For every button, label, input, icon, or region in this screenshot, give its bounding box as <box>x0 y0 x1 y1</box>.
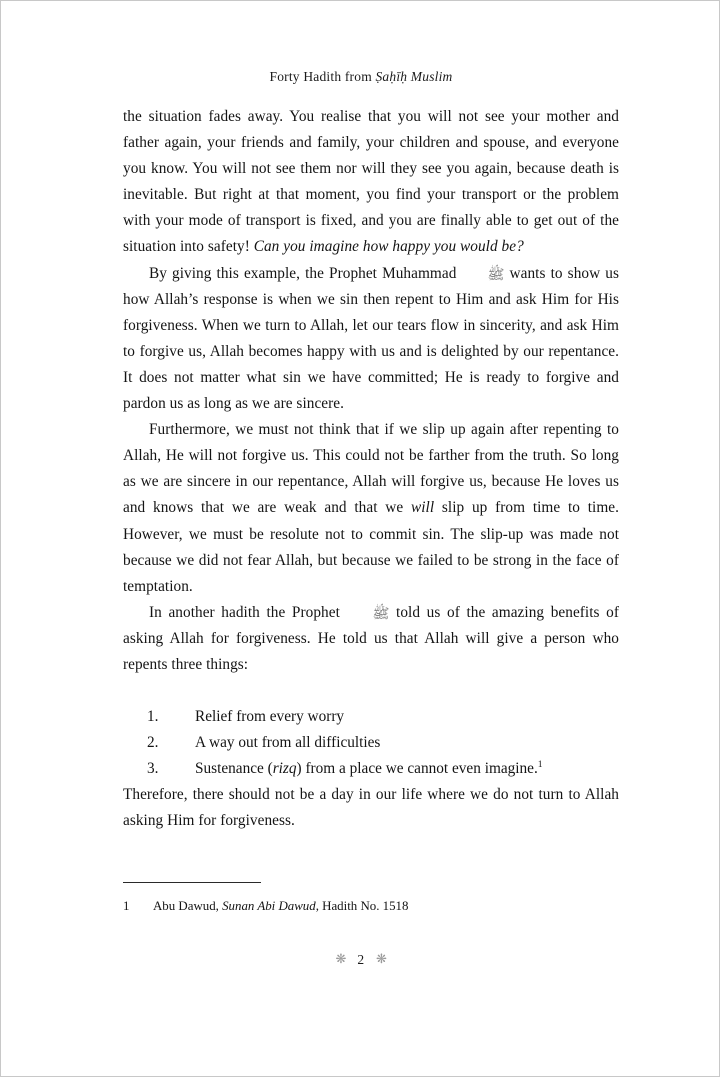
footnote-area <box>123 882 619 915</box>
list-item-number: 2. <box>147 734 159 752</box>
running-head <box>1 69 720 85</box>
text-run: In another hadith the Prophet <box>149 603 347 621</box>
text-run: A way out from all difficulties <box>195 734 381 752</box>
text-run: Abu Dawud, <box>153 899 223 913</box>
list-item-text <box>195 708 344 725</box>
footnote-1 <box>123 897 619 915</box>
list-item <box>123 704 619 730</box>
three-things-list <box>123 704 619 782</box>
text-run: Furthermore, we must not think that if we slip up again after repenting to Allah, He will not forgive us. This could not be farther from the truth. So long as we are sincere in our repentance, Allah will forgive us, because He loves us and knows that we are weak and that we <box>123 421 619 517</box>
italic-run: Sunan Abi Dawud <box>222 899 316 913</box>
paragraph-another-hadith <box>123 600 619 678</box>
list-item-text <box>195 734 380 751</box>
running-head-book-title: Ṣaḥīḥ Muslim <box>375 69 453 84</box>
footnote-number: 1 <box>123 899 130 913</box>
list-item-text <box>195 760 543 777</box>
text-run: By giving this example, the Prophet Muhammad <box>149 264 462 282</box>
text-run: wants to show us how Allah’s response is when we sin then repent to Him and ask Him for His forgiveness. When we turn to Allah, let our tears flow in sincerity, and ask Him to forgive us, Allah becomes happy with us and is delighted by our repentance. It does not matter what sin we have committed; He is ready to forgive and pardon us as long as we are sincere. <box>123 264 619 413</box>
text-run: , Hadith No. 1518 <box>315 899 409 913</box>
paragraph-by-giving-example <box>123 261 619 418</box>
text-run: ) from a place we cannot even imagine. <box>296 760 538 778</box>
text-run: the situation fades away. You realise that you will not see your mother and father again, your friends and family, your children and spouse, and everyone you know. You will not see them nor will they see you again, because death is inevitable. But right at that moment, you find your transport or the problem with your mode of transport is fixed, and you are finally able to get out of the situation into safety! <box>123 108 619 256</box>
italic-run: will <box>410 499 435 517</box>
footnote-text <box>153 899 408 913</box>
salutation-ornament-icon: ﷺ <box>487 266 505 283</box>
footnote-reference-marker: 1 <box>537 759 543 771</box>
text-run: slip up from time to time. However, we must be resolute not to commit sin. The slip-up was made not because we did not fear Allah, but because we failed to be strong in the face of temptation. <box>123 499 619 595</box>
list-item-number: 1. <box>147 708 159 726</box>
text-run: told us of the amazing benefits of asking Allah for forgiveness. He told us that Allah will give a person who repents three things: <box>123 603 619 673</box>
list-item <box>123 756 619 782</box>
italic-run: Can you imagine how happy you would be? <box>253 238 524 256</box>
footnote-separator-rule <box>123 882 261 883</box>
paragraph-continued <box>123 104 619 261</box>
running-head-prefix: Forty Hadith from <box>269 69 376 84</box>
flourish-ornament-left-icon: ❋ <box>335 952 347 967</box>
text-run: Relief from every worry <box>195 708 345 726</box>
salutation-ornament-icon: ﷺ <box>372 605 390 622</box>
main-text-block <box>123 104 619 835</box>
folio <box>1 952 720 968</box>
paragraph-furthermore <box>123 417 619 600</box>
text-run: Therefore, there should not be a day in our life where we do not turn to Allah asking Him for forgiveness. <box>123 786 619 830</box>
list-item <box>123 730 619 756</box>
page-number: 2 <box>357 952 365 967</box>
text-run: Sustenance ( <box>195 760 273 778</box>
flourish-ornament-right-icon: ❋ <box>375 952 387 967</box>
list-item-number: 3. <box>147 760 159 778</box>
italic-run: rizq <box>272 760 297 778</box>
paragraph-therefore <box>123 782 619 834</box>
